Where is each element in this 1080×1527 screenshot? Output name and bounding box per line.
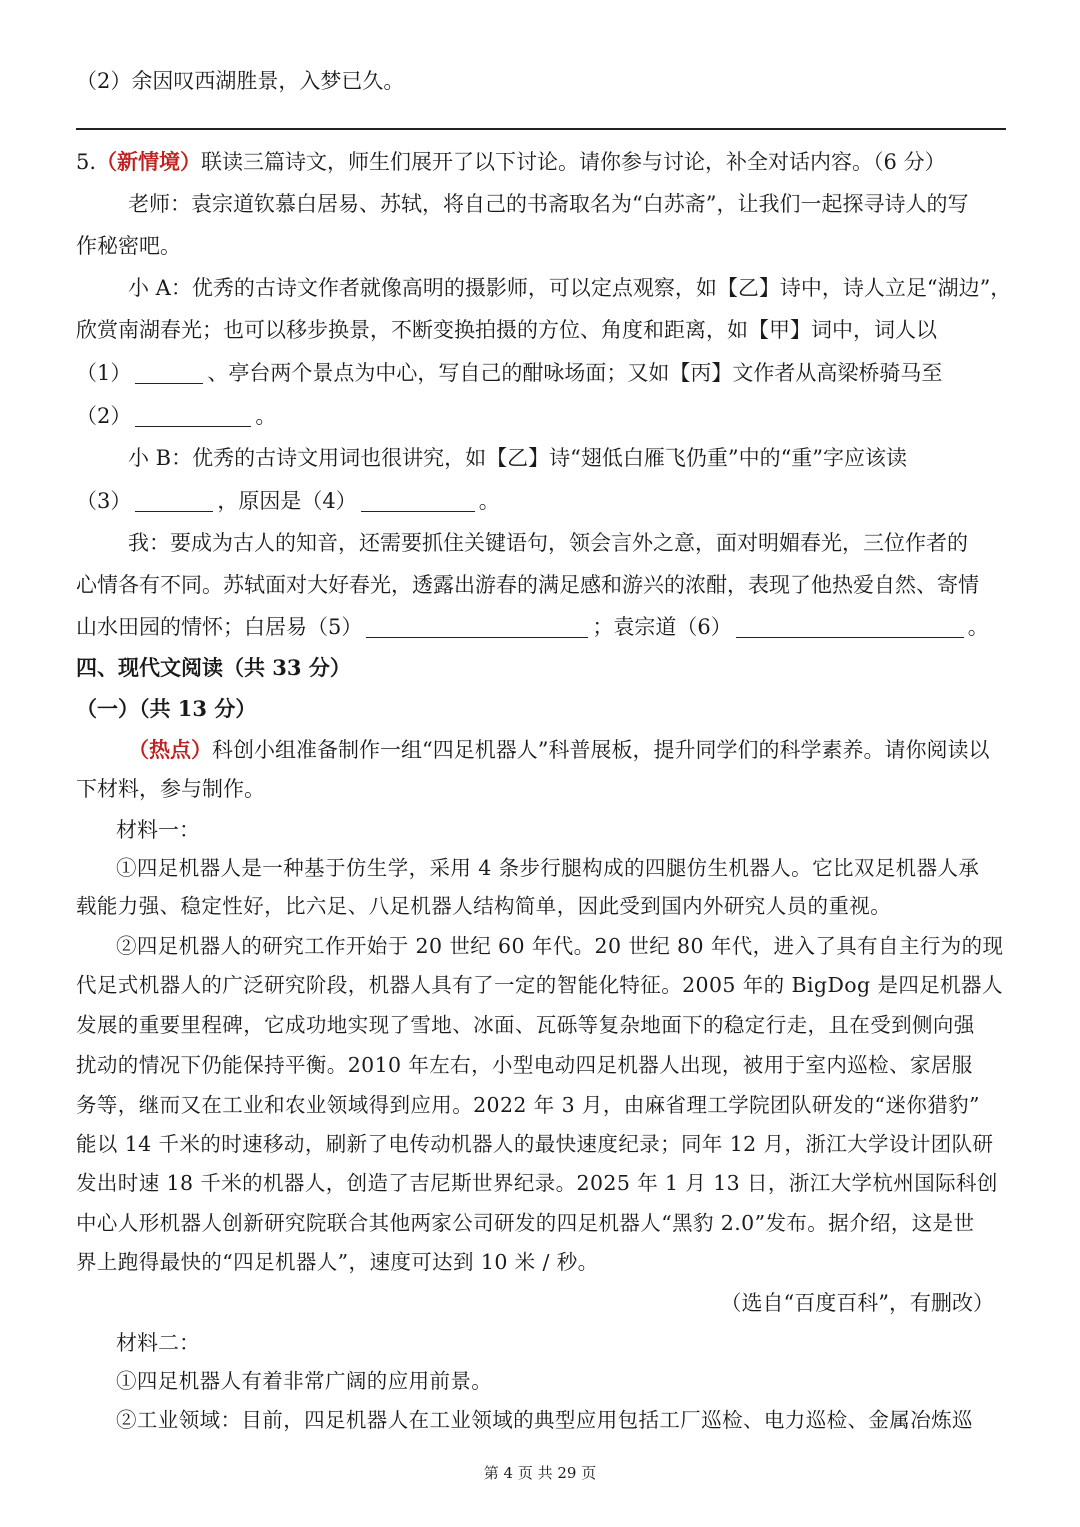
me-line-2: 心情各有不同。苏轼面对大好春光，透露出游春的满足感和游兴的浓酣，表现了他热爱自然、寄情 xyxy=(76,573,979,597)
answer-blank-2[interactable] xyxy=(135,406,251,427)
student-a-line-2: 欣赏南湖春光；也可以移步换景，不断变换拍摄的方位、角度和距离，如【甲】词中，词人以 xyxy=(76,318,937,342)
student-b-line-2-end: 。 xyxy=(478,489,500,513)
section-4-heading: 四、现代文阅读（共 33 分） xyxy=(76,655,351,680)
new-context-tag: （新情境） xyxy=(96,149,202,174)
me-line-3-end: 。 xyxy=(967,615,989,639)
question-number: 5. xyxy=(76,150,97,174)
material-1-para-1-line-1: ①四足机器人是一种基于仿生学，采用 4 条步行腿构成的四腿仿生机器人。它比双足机器人承 xyxy=(116,856,980,880)
subsection-1-heading: （一）（共 13 分） xyxy=(76,696,257,721)
answer-blank-3[interactable] xyxy=(135,491,213,512)
me-line-3-start: 山水田园的情怀；白居易（5） xyxy=(76,615,363,639)
blank-3-label: （3） xyxy=(76,489,132,513)
student-b-line-1: 小 B：优秀的古诗文用词也很讲究，如【乙】诗“翅低白雁飞仍重”中的“重”字应该读 xyxy=(128,446,908,470)
answer-blank-1[interactable] xyxy=(135,363,203,384)
material-1-para-2-line-7: 发出时速 18 千米的机器人，创造了吉尼斯世界纪录。2025 年 1 月 13 日，浙江大学杭州国际科创 xyxy=(76,1171,998,1195)
teacher-line-2: 作秘密吧。 xyxy=(76,234,181,258)
me-line-3-mid: ；袁宗道（6） xyxy=(592,615,732,639)
material-1-para-2-line-8: 中心人形机器人创新研究院联合其他两家公司研发的四足机器人“黑豹 2.0”发布。据介绍，这是世 xyxy=(76,1211,975,1235)
student-a-line-1: 小 A：优秀的古诗文作者就像高明的摄影师，可以定点观察，如【乙】诗中，诗人立足“湖边”， xyxy=(128,276,1012,300)
material-2-title: 材料二： xyxy=(116,1331,200,1355)
material-1-para-2-line-4: 扰动的情况下仍能保持平衡。2010 年左右，小型电动四足机器人出现，被用于室内巡检、家居服 xyxy=(76,1053,973,1077)
me-line-1: 我：要成为古人的知音，还需要抓住关键语句，领会言外之意，面对明媚春光，三位作者的 xyxy=(128,531,968,555)
material-1-para-2-line-1: ②四足机器人的研究工作开始于 20 世纪 60 年代。20 世纪 80 年代，进入了具有自主行为的现 xyxy=(116,934,1004,958)
material-2-para-2: ②工业领域：目前，四足机器人在工业领域的典型应用包括工厂巡检、电力巡检、金属冶炼巡 xyxy=(116,1408,973,1432)
material-1-source: （选自“百度百科”，有删改） xyxy=(720,1291,994,1315)
material-2-para-1: ①四足机器人有着非常广阔的应用前景。 xyxy=(116,1369,493,1393)
question-5-header xyxy=(76,147,1006,177)
section-4-intro-text: 科创小组准备制作一组“四足机器人”科普展板，提升同学们的科学素养。请你阅读以 xyxy=(212,738,990,762)
material-1-para-2-line-9: 界上跑得最快的“四足机器人”，速度可达到 10 米 / 秒。 xyxy=(76,1250,599,1274)
material-1-para-2-line-5: 务等，继而又在工业和农业领域得到应用。2022 年 3 月，由麻省理工学院团队研发的“迷你猎豹” xyxy=(76,1093,980,1117)
student-a-line-4-end: 。 xyxy=(255,404,277,428)
answer-blank-5[interactable] xyxy=(366,617,588,638)
answer-line xyxy=(76,128,1006,130)
material-1-para-2-line-2: 代足式机器人的广泛研究阶段，机器人具有了一定的智能化特征。2005 年的 BigDog 是四足机器人 xyxy=(76,973,1003,997)
section-4-intro-1 xyxy=(76,735,1058,765)
hotspot-tag: （热点） xyxy=(128,737,212,762)
blank-2-label: （2） xyxy=(76,404,132,428)
material-1-para-1-line-2: 载能力强、稳定性好，比六足、八足机器人结构简单，因此受到国内外研究人员的重视。 xyxy=(76,894,892,918)
answer-blank-6[interactable] xyxy=(736,617,964,638)
question-5-intro: 联读三篇诗文，师生们展开了以下讨论。请你参与讨论，补全对话内容。（6 分） xyxy=(201,150,946,174)
teacher-line-1: 老师：袁宗道钦慕白居易、苏轼，将自己的书斋取名为“白苏斋”，让我们一起探寻诗人的写 xyxy=(128,192,969,216)
me-line-3 xyxy=(76,612,1006,642)
blank-1-label: （1） xyxy=(76,361,132,385)
student-a-line-3-text: 、亭台两个景点为中心，写自己的酣咏场面；又如【丙】文作者从高梁桥骑马至 xyxy=(207,361,943,385)
previous-item-2: （2）余因叹西湖胜景，入梦已久。 xyxy=(76,69,405,93)
student-b-line-2-mid: ，原因是（4） xyxy=(217,489,357,513)
material-1-title: 材料一： xyxy=(116,818,200,842)
answer-blank-4[interactable] xyxy=(361,491,475,512)
section-4-intro-2: 下材料，参与制作。 xyxy=(76,777,265,801)
student-a-line-4 xyxy=(76,401,1006,431)
material-1-para-2-line-6: 能以 14 千米的时速移动，刷新了电传动机器人的最快速度纪录；同年 12 月，浙江大学设计团队研 xyxy=(76,1132,994,1156)
material-1-para-2-line-3: 发展的重要里程碑，它成功地实现了雪地、冰面、瓦砾等复杂地面下的稳定行走，且在受到侧向强 xyxy=(76,1013,975,1037)
page-footer: 第 4 页 共 29 页 xyxy=(483,1464,597,1482)
student-b-line-2 xyxy=(76,486,1006,516)
student-a-line-3 xyxy=(76,358,1006,388)
